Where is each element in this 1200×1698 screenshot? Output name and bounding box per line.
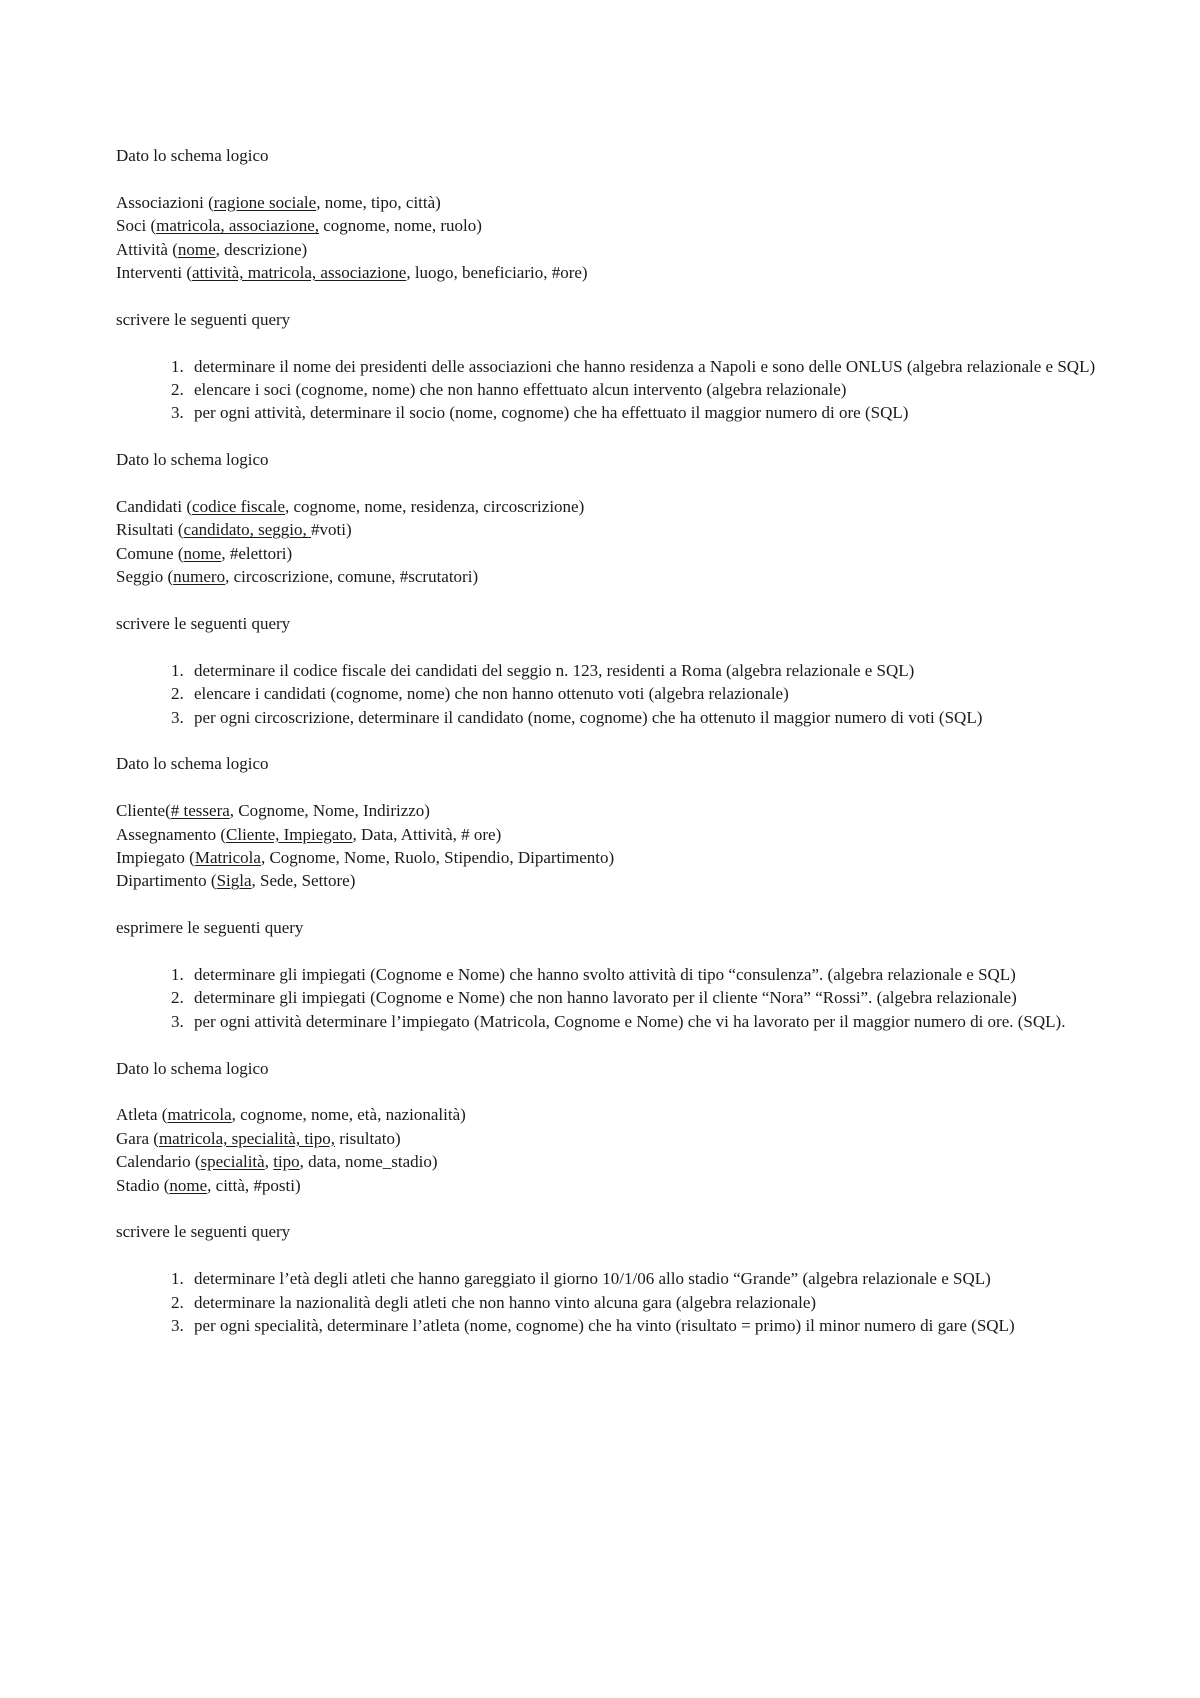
schema-relation: Impiegato (Matricola, Cognome, Nome, Ruolo, Stipendio, Dipartimento) [116,848,615,868]
query-item: 1. determinare il nome dei presidenti delle associazioni che hanno residenza a Napoli e sono delle ONLUS (algebra relazionale e SQL) [188,355,1096,378]
relation-attributes: , #elettori) [221,543,293,563]
primary-key: Matricola [194,848,261,868]
schema-block [116,495,1096,589]
section-heading: Dato lo schema logico [116,146,269,165]
relation-attributes: risultato) [335,1128,401,1148]
schema-relation: Cliente(# tessera, Cognome, Nome, Indirizzo) [116,801,430,821]
primary-key: attività, matricola, associazione [192,263,407,283]
relation-attributes: , città, #posti) [207,1175,301,1195]
schema-relation: Dipartimento (Sigla, Sede, Settore) [116,871,356,891]
query-list [116,355,1096,425]
query-item: 3. per ogni attività determinare l’impiegato (Matricola, Cognome e Nome) che vi ha lavorato per il maggior numero di ore. (SQL). [188,1010,1096,1033]
relation-attributes: , Data, Attività, # ore) [352,824,502,844]
query-item: 3. per ogni attività, determinare il socio (nome, cognome) che ha effettuato il maggior numero di ore (SQL) [188,401,1096,424]
schema-relation: Interventi (attività, matricola, associazione, luogo, beneficiario, #ore) [116,263,588,283]
relation-attributes: , Cognome, Nome, Ruolo, Stipendio, Dipartimento) [260,848,615,868]
query-item: 2. determinare gli impiegati (Cognome e Nome) che non hanno lavorato per il cliente “Nora” “Rossi”. (algebra relazionale) [188,986,1096,1009]
primary-key: nome [177,239,216,259]
relation-attributes: , nome, tipo, città) [316,192,441,212]
relation-name: Associazioni [116,192,204,212]
query-item: 1. determinare il codice fiscale dei candidati del seggio n. 123, residenti a Roma (algebra relazionale e SQL) [188,659,1096,682]
primary-key: nome [169,1175,208,1195]
relation-attributes: , luogo, beneficiario, #ore) [406,263,588,283]
exercise-section-2 [116,448,1096,752]
relation-name: Impiegato [116,848,185,868]
relation-name: Seggio [116,567,164,587]
query-item: 3. per ogni specialità, determinare l’atleta (nome, cognome) che ha vinto (risultato = primo) il minor numero di gare (SQL) [188,1314,1096,1337]
relation-name: Assegnamento [116,824,217,844]
schema-relation: Gara (matricola, specialità, tipo, risultato) [116,1128,401,1148]
relation-name: Comune [116,543,174,563]
relation-name: Soci [116,216,147,236]
primary-key: ragione sociale [213,192,317,212]
schema-relation: Atleta (matricola, cognome, nome, età, nazionalità) [116,1105,466,1125]
primary-key: matricola [167,1105,232,1125]
query-item: 2. elencare i candidati (cognome, nome) che non hanno ottenuto voti (algebra relazionale) [188,682,1096,705]
primary-key: nome [183,543,222,563]
query-list [116,659,1096,729]
schema-relation: Assegnamento (Cliente, Impiegato, Data, Attività, # ore) [116,824,502,844]
exercise-section-3 [116,752,1096,1056]
relation-name: Atleta [116,1105,158,1125]
schema-relation: Seggio (numero, circoscrizione, comune, #scrutatori) [116,567,479,587]
relation-name: Dipartimento [116,871,207,891]
primary-key: matricola, specialità, tipo, [158,1128,336,1148]
relation-name: Cliente [116,801,166,821]
section-heading: Dato lo schema logico [116,754,269,774]
query-item: 3. per ogni circoscrizione, determinare il candidato (nome, cognome) che ha ottenuto il maggior numero di voti (SQL) [188,706,1096,729]
query-intro: scrivere le seguenti query [116,309,291,329]
schema-relation: Candidati (codice fiscale, cognome, nome, residenza, circoscrizione) [116,497,585,517]
relation-attributes: cognome, nome, ruolo) [319,216,482,236]
query-item: 2. determinare la nazionalità degli atleti che non hanno vinto alcuna gara (algebra relazionale) [188,1291,1096,1314]
primary-key: specialità [200,1152,265,1172]
primary-key: matricola, associazione, [156,216,320,236]
relation-attributes: #voti) [311,520,352,540]
schema-relation: Comune (nome, #elettori) [116,543,293,563]
primary-key: Sigla [216,871,252,891]
schema-block [116,191,1096,285]
schema-relation: Calendario (specialità, tipo, data, nome_stadio) [116,1152,438,1172]
primary-key: # tessera [170,801,230,821]
query-intro: esprimere le seguenti query [116,918,304,938]
query-item: 1. determinare gli impiegati (Cognome e Nome) che hanno svolto attività di tipo “consulenza”. (algebra relazionale e SQL) [188,963,1096,986]
document-page [116,144,1096,1337]
schema-relation: Soci (matricola, associazione, cognome, nome, ruolo) [116,216,482,236]
section-heading: Dato lo schema logico [116,1058,269,1078]
relation-attributes: , data, nome_stadio) [299,1152,438,1172]
relation-attributes: , Sede, Settore) [251,871,356,891]
relation-attributes: , circoscrizione, comune, #scrutatori) [225,567,479,587]
query-intro: scrivere le seguenti query [116,1222,291,1242]
relation-attributes: , cognome, nome, residenza, circoscrizione) [285,497,585,517]
exercise-section-1 [116,144,1096,448]
relation-attributes: , cognome, nome, età, nazionalità) [231,1105,466,1125]
schema-relation: Risultati (candidato, seggio, #voti) [116,520,352,540]
section-heading: Dato lo schema logico [116,450,269,470]
exercise-section-4 [116,1057,1096,1338]
primary-key: candidato, seggio, [183,520,312,540]
primary-key: Cliente, Impiegato [226,824,353,844]
query-intro: scrivere le seguenti query [116,614,291,634]
relation-name: Gara [116,1128,150,1148]
query-list [116,1267,1096,1337]
schema-relation: Stadio (nome, città, #posti) [116,1175,301,1195]
relation-attributes: , Cognome, Nome, Indirizzo) [229,801,430,821]
query-item: 2. elencare i soci (cognome, nome) che non hanno effettuato alcun intervento (algebra relazionale) [188,378,1096,401]
primary-key: tipo [273,1152,300,1172]
relation-name: Stadio [116,1175,160,1195]
query-list [116,963,1096,1033]
primary-key: codice fiscale [192,497,285,517]
schema-block [116,1103,1096,1197]
relation-name: Interventi [116,263,183,283]
relation-name: Candidati [116,497,183,517]
relation-name: Attività [116,239,168,259]
schema-block [116,799,1096,893]
schema-relation: Associazioni (ragione sociale, nome, tipo, città) [116,192,441,212]
schema-relation: Attività (nome, descrizione) [116,239,308,259]
primary-key: numero [173,567,226,587]
relation-attributes: , descrizione) [215,239,308,259]
query-item: 1. determinare l’età degli atleti che hanno gareggiato il giorno 10/1/06 allo stadio “Grande” (algebra relazionale e SQL) [188,1267,1096,1290]
relation-name: Calendario [116,1152,191,1172]
relation-name: Risultati [116,520,174,540]
